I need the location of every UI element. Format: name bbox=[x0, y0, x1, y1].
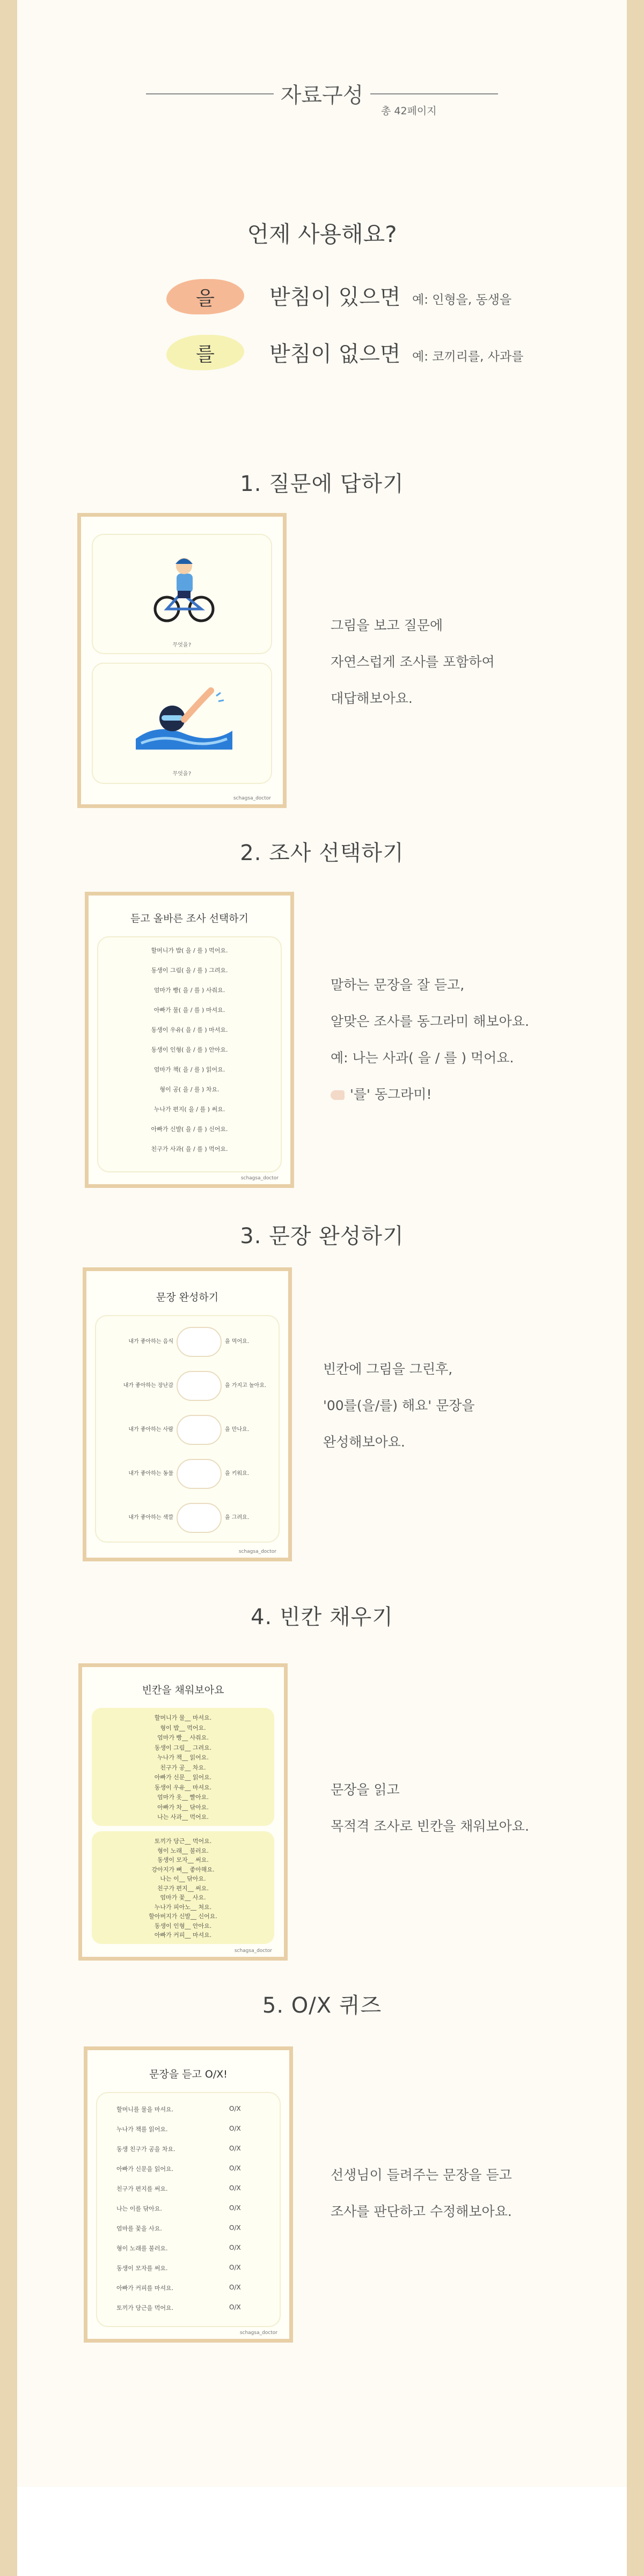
section-description bbox=[331, 607, 495, 717]
worksheet-title: 문장 완성하기 bbox=[156, 1291, 219, 1303]
sentence-line: 엄마가 빵( 을 / 를 ) 사줘요. bbox=[153, 987, 225, 994]
ox-choice[interactable]: O/X bbox=[229, 2224, 241, 2232]
drawing-blank[interactable] bbox=[177, 1371, 222, 1401]
sentence-row bbox=[96, 1326, 279, 1358]
sentence-line: 누나가 책__ 읽어요. bbox=[157, 1754, 209, 1761]
brand-mark: schagsa_doctor bbox=[238, 1549, 276, 1554]
particle-badge-reul bbox=[166, 335, 244, 370]
worksheet-title: 문장을 듣고 O/X! bbox=[149, 2068, 228, 2080]
ox-choice[interactable]: O/X bbox=[229, 2204, 241, 2212]
sentence-end: 을 그려요. bbox=[225, 1515, 249, 1521]
worksheet-preview-select bbox=[85, 892, 294, 1188]
description-line bbox=[331, 1076, 529, 1113]
quiz-sentence: 동생 친구가 공을 차요. bbox=[116, 2146, 175, 2153]
description-line: 대답해보아요. bbox=[331, 691, 413, 706]
worksheet-card bbox=[97, 936, 282, 1172]
sentence-line: 토끼가 당근__ 먹어요. bbox=[154, 1838, 212, 1845]
quiz-sentence: 토끼가 당근을 먹어요. bbox=[116, 2305, 174, 2311]
sentence-line: 동생이 인형( 을 / 를 ) 안아요. bbox=[151, 1046, 228, 1053]
description-line: 조사를 판단하고 수정해보아요. bbox=[331, 2204, 512, 2219]
description-line: 빈칸에 그림을 그린후, bbox=[323, 1361, 453, 1377]
usage-title: 언제 사용해요? bbox=[247, 221, 397, 247]
worksheet-title: 빈칸을 채워보아요 bbox=[142, 1684, 224, 1696]
header-title: 자료구성 bbox=[280, 83, 364, 108]
section-title: 4. 빈칸 채우기 bbox=[251, 1605, 393, 1630]
sentence-row bbox=[96, 1370, 279, 1402]
drawing-blank[interactable] bbox=[177, 1327, 222, 1357]
ox-choice[interactable]: O/X bbox=[229, 2145, 241, 2152]
sentence-start: 내가 좋아하는 음식 bbox=[128, 1339, 173, 1345]
sentence-start: 내가 좋아하는 동물 bbox=[128, 1471, 173, 1477]
section-description bbox=[323, 1351, 475, 1461]
quiz-sentence: 나는 이를 닦아요. bbox=[116, 2205, 162, 2212]
description-line: 선생님이 들려주는 문장을 듣고 bbox=[331, 2167, 512, 2183]
ox-choice[interactable]: O/X bbox=[229, 2125, 241, 2132]
sentence-line: 누나가 피아노__ 쳐요. bbox=[154, 1903, 212, 1911]
section-title: 5. O/X 퀴즈 bbox=[262, 1993, 382, 2018]
sentence-row bbox=[96, 1414, 279, 1446]
sentence-line: 아빠가 커피__ 마셔요. bbox=[154, 1932, 212, 1939]
description-line: 목적격 조사로 빈칸을 채워보아요. bbox=[331, 1818, 529, 1834]
ox-choice[interactable]: O/X bbox=[229, 2264, 241, 2271]
right-border bbox=[627, 0, 644, 2576]
quiz-sentence: 누나가 책를 읽어요. bbox=[116, 2126, 168, 2133]
section-description bbox=[331, 2157, 512, 2230]
sentence-end: 을 가지고 놀아요. bbox=[225, 1383, 267, 1389]
question-card bbox=[92, 663, 272, 784]
sentence-line: 누나가 편지( 을 / 를 ) 써요. bbox=[153, 1106, 225, 1113]
section-description bbox=[331, 1772, 529, 1845]
sentence-line: 아빠가 물( 을 / 를 ) 마셔요. bbox=[153, 1007, 225, 1014]
brand-mark: schagsa_doctor bbox=[233, 796, 271, 801]
brand-mark: schagsa_doctor bbox=[234, 1948, 272, 1954]
blank-block bbox=[92, 1831, 274, 1944]
brand-mark: schagsa_doctor bbox=[240, 1176, 279, 1181]
worksheet-card bbox=[96, 2092, 281, 2327]
sentence-line: 형이 밥__ 먹어요. bbox=[160, 1724, 206, 1731]
sentence-line: 형이 노래__ 불러요. bbox=[157, 1847, 209, 1854]
sentence-start: 내가 좋아하는 장난감 bbox=[123, 1383, 173, 1389]
sentence-line: 동생이 우유( 을 / 를 ) 마셔요. bbox=[151, 1026, 228, 1033]
worksheet-title: 듣고 올바른 조사 선택하기 bbox=[130, 913, 248, 924]
sentence-row bbox=[96, 1502, 279, 1534]
sentence-line: 엄마가 꽃__ 사요. bbox=[160, 1894, 206, 1901]
sentence-line: 동생이 그림( 을 / 를 ) 그려요. bbox=[151, 967, 228, 974]
sentence-line: 아빠가 차__ 닦아요. bbox=[157, 1803, 209, 1811]
sentence-line: 강아지가 뼈__ 좋아해요. bbox=[151, 1866, 215, 1873]
ox-choice[interactable]: O/X bbox=[229, 2184, 241, 2192]
left-border bbox=[0, 0, 17, 2576]
sentence-line: 할머니가 밥( 을 / 를 ) 먹어요. bbox=[151, 947, 228, 954]
section-title: 1. 질문에 답하기 bbox=[240, 472, 404, 496]
description-line: 그림을 보고 질문에 bbox=[331, 618, 443, 633]
sentence-line: 동생이 인형__ 안아요. bbox=[154, 1922, 212, 1929]
section-description bbox=[331, 967, 529, 1113]
description-line: 예: 나는 사과( 을 / 를 ) 먹어요. bbox=[331, 1050, 514, 1066]
quiz-sentence: 엄마를 꽃을 사요. bbox=[116, 2225, 162, 2232]
sentence-start: 내가 좋아하는 사람 bbox=[128, 1427, 173, 1433]
ox-choice[interactable]: O/X bbox=[229, 2164, 241, 2172]
sentence-line: 엄마가 옷__ 빨아요. bbox=[157, 1794, 209, 1801]
sentence-list bbox=[98, 946, 281, 1171]
particle-label: 을 bbox=[196, 287, 215, 310]
question-caption: 무엇을? bbox=[172, 771, 192, 777]
ox-choice[interactable]: O/X bbox=[229, 2284, 241, 2291]
sentence-line: 아빠가 신발( 을 / 를 ) 신어요. bbox=[151, 1126, 228, 1133]
sentence-list bbox=[92, 1713, 274, 1824]
quiz-sentence: 형이 노래를 불러요. bbox=[116, 2245, 168, 2252]
sentence-line: 형이 공( 을 / 를 ) 차요. bbox=[159, 1086, 219, 1093]
sentence-line: 할머니가 물__ 마셔요. bbox=[154, 1714, 212, 1721]
sentence-line: 친구가 사과( 을 / 를 ) 먹어요. bbox=[151, 1146, 228, 1153]
quiz-sentence: 아빠가 신문을 읽어요. bbox=[116, 2166, 174, 2173]
sentence-line: 엄마가 책( 을 / 를 ) 읽어요. bbox=[153, 1066, 225, 1073]
quiz-sentence: 할머니를 물을 마셔요. bbox=[116, 2106, 174, 2113]
rule-condition: 받침이 있으면 bbox=[269, 285, 401, 310]
ox-choice[interactable]: O/X bbox=[229, 2303, 241, 2311]
sentence-line: 동생이 그림__ 그려요. bbox=[154, 1744, 212, 1751]
sentence-line: 엄마가 빵__ 사줘요. bbox=[157, 1734, 209, 1741]
sentence-line: 아빠가 신문__ 읽어요. bbox=[154, 1774, 212, 1781]
quiz-sentence: 아빠가 커피를 마셔요. bbox=[116, 2285, 174, 2292]
sentence-end: 을 만나요. bbox=[225, 1427, 249, 1433]
drawing-blank[interactable] bbox=[177, 1415, 222, 1445]
worksheet-preview-blanks bbox=[78, 1663, 288, 1961]
particle-badge-eul bbox=[166, 279, 244, 314]
description-line: 자연스럽게 조사를 포함하여 bbox=[331, 654, 495, 670]
worksheet-card bbox=[95, 1315, 280, 1543]
description-line: 말하는 문장을 잘 듣고, bbox=[331, 977, 465, 993]
blank-block bbox=[92, 1708, 274, 1826]
sentence-line: 친구가 공__ 차요. bbox=[160, 1764, 206, 1771]
worksheet-preview-complete bbox=[83, 1267, 292, 1561]
rule-condition: 받침이 없으면 bbox=[269, 342, 401, 366]
description-line: 문장을 읽고 bbox=[331, 1782, 400, 1797]
sentence-end: 을 키워요. bbox=[225, 1471, 249, 1477]
pointing-hand-icon bbox=[331, 1090, 345, 1100]
sentence-end: 을 먹어요. bbox=[225, 1339, 249, 1345]
header-subtitle: 총 42페이지 bbox=[381, 105, 437, 117]
sentence-line: 친구가 편지__ 써요. bbox=[157, 1884, 209, 1892]
description-line: 알맞은 조사를 동그라미 해보아요. bbox=[331, 1014, 529, 1029]
section-title: 2. 조사 선택하기 bbox=[240, 841, 404, 865]
sentence-line: 나는 사과__ 먹어요. bbox=[157, 1814, 209, 1821]
sentence-start: 내가 좋아하는 색깔 bbox=[128, 1515, 173, 1521]
cyclist-icon bbox=[152, 550, 216, 625]
brand-mark: schagsa_doctor bbox=[239, 2330, 277, 2336]
description-line: 완성해보아요. bbox=[323, 1434, 405, 1450]
description-text: '를' 동그라미! bbox=[350, 1087, 432, 1102]
particle-label: 를 bbox=[196, 343, 215, 365]
question-caption: 무엇을? bbox=[172, 642, 192, 648]
sentence-line: 나는 이__ 닦아요. bbox=[160, 1875, 206, 1882]
swimmer-icon bbox=[130, 685, 238, 755]
worksheet-preview-questions bbox=[77, 513, 287, 808]
ox-choice[interactable]: O/X bbox=[229, 2244, 241, 2251]
sentence-line: 동생이 모자__ 써요. bbox=[157, 1856, 209, 1863]
rule-example: 예: 코끼리를, 사과를 bbox=[412, 350, 524, 364]
quiz-sentence: 친구가 편지를 써요. bbox=[116, 2185, 168, 2192]
drawing-blank[interactable] bbox=[177, 1503, 222, 1533]
worksheet-preview-ox bbox=[84, 2046, 293, 2343]
quiz-sentence: 동생이 모자를 써요. bbox=[116, 2265, 168, 2272]
sentence-row bbox=[96, 1458, 279, 1490]
question-card bbox=[92, 534, 272, 654]
rule-example: 예: 인형을, 동생을 bbox=[412, 293, 512, 307]
description-line: '00를(을/를) 해요' 문장을 bbox=[323, 1398, 475, 1413]
drawing-blank[interactable] bbox=[177, 1459, 222, 1489]
sentence-line: 할아버지가 신발__ 신어요. bbox=[149, 1913, 217, 1920]
sentence-line: 동생이 우유__ 마셔요. bbox=[154, 1784, 212, 1791]
sentence-list bbox=[92, 1837, 274, 1942]
ox-choice[interactable]: O/X bbox=[229, 2105, 241, 2112]
content-sheet bbox=[17, 0, 627, 2487]
section-title: 3. 문장 완성하기 bbox=[240, 1224, 404, 1249]
